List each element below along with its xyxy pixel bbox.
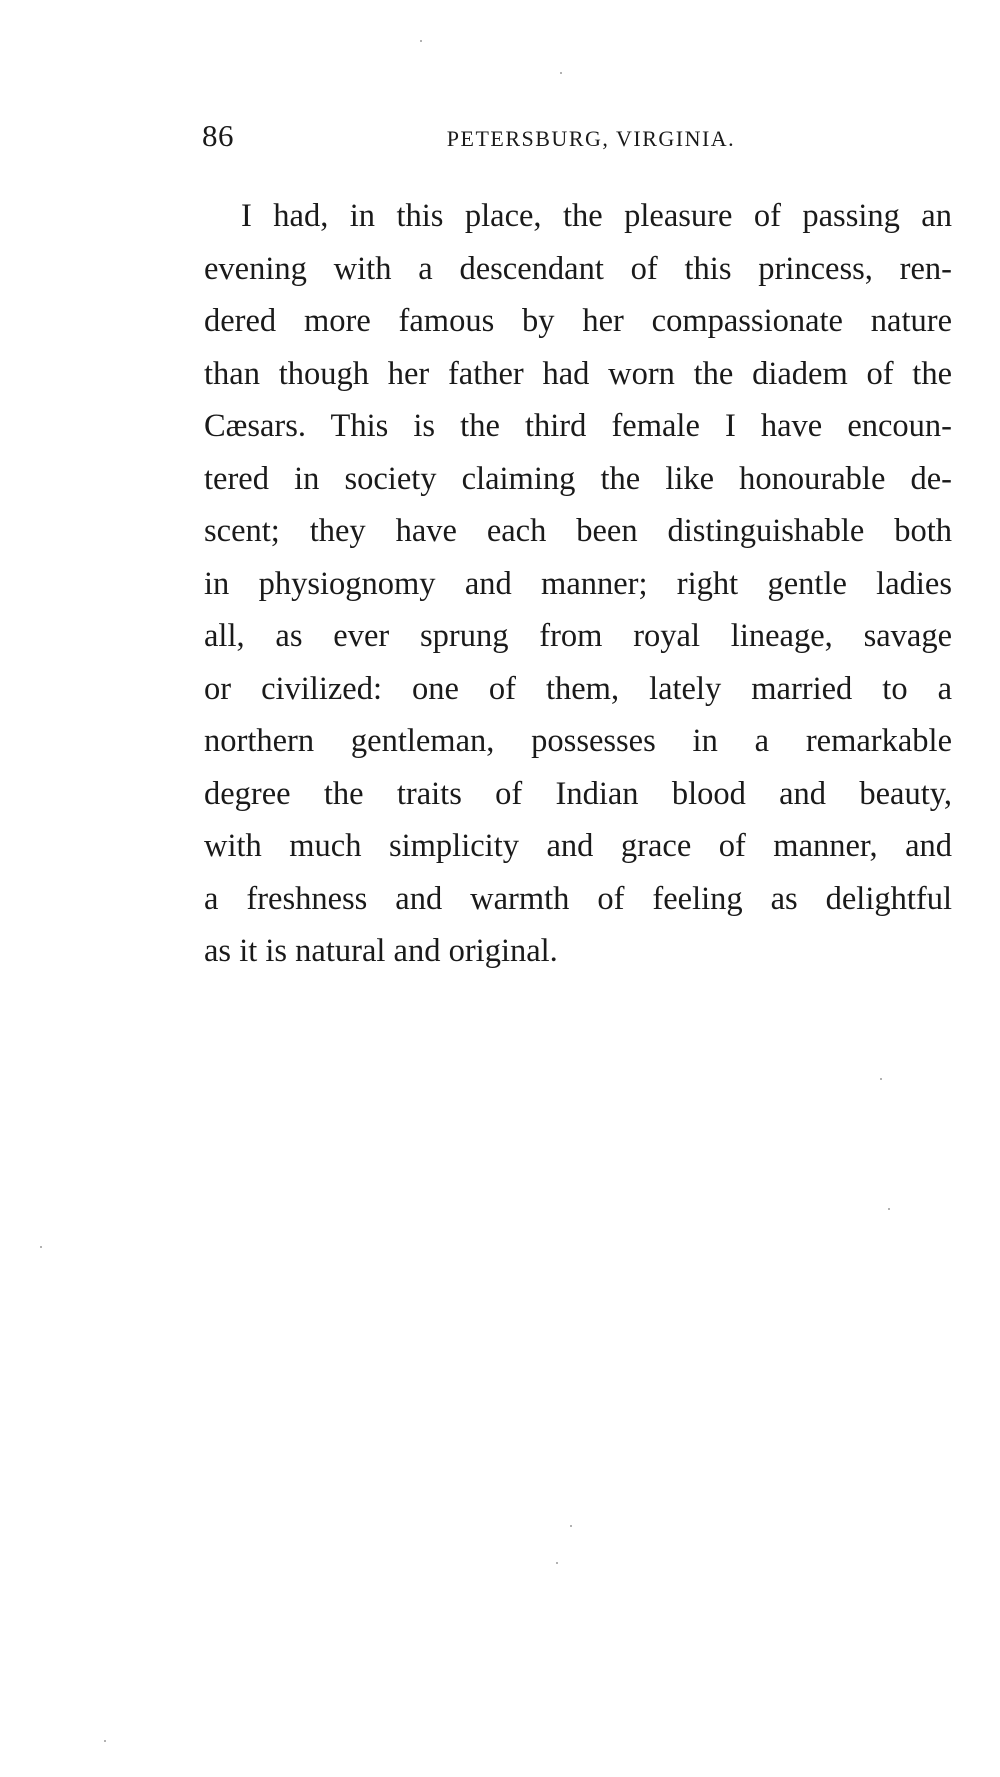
text-line: or civilized: one of them, lately married to a [204, 670, 952, 707]
paper-speck [880, 1078, 882, 1080]
text-line: than though her father had worn the diadem of the [204, 355, 952, 392]
page-number: 86 [202, 118, 234, 153]
text-line: all, as ever sprung from royal lineage, savage [204, 618, 952, 654]
text-line: I had, in this place, the pleasure of passing an [241, 198, 952, 234]
paper-speck [104, 1740, 106, 1742]
text-line: dered more famous by her compassionate nature [204, 303, 952, 339]
body-paragraph [204, 190, 952, 978]
paper-speck [556, 1562, 558, 1564]
text-line: degree the traits of Indian blood and beauty, [204, 775, 952, 812]
text-line: a freshness and warmth of feeling as delightful [204, 880, 952, 917]
text-line: Cæsars. This is the third female I have encoun- [204, 408, 952, 444]
running-title: PETERSBURG, VIRGINIA. [446, 126, 736, 151]
paper-speck [888, 1208, 890, 1210]
running-head [202, 118, 954, 158]
paper-speck [40, 1246, 42, 1248]
paper-speck [560, 72, 562, 74]
paper-speck [420, 40, 422, 42]
text-line: northern gentleman, possesses in a remarkable [204, 723, 952, 759]
text-line: scent; they have each been distinguishable both [204, 513, 952, 549]
text-line: with much simplicity and grace of manner, and [204, 828, 952, 864]
text-line: as it is natural and original. [204, 933, 558, 969]
text-line: tered in society claiming the like honourable de- [204, 460, 952, 497]
text-line: in physiognomy and manner; right gentle ladies [204, 565, 952, 602]
text-line: evening with a descendant of this princess, ren- [204, 250, 952, 287]
paper-speck [570, 1525, 572, 1527]
